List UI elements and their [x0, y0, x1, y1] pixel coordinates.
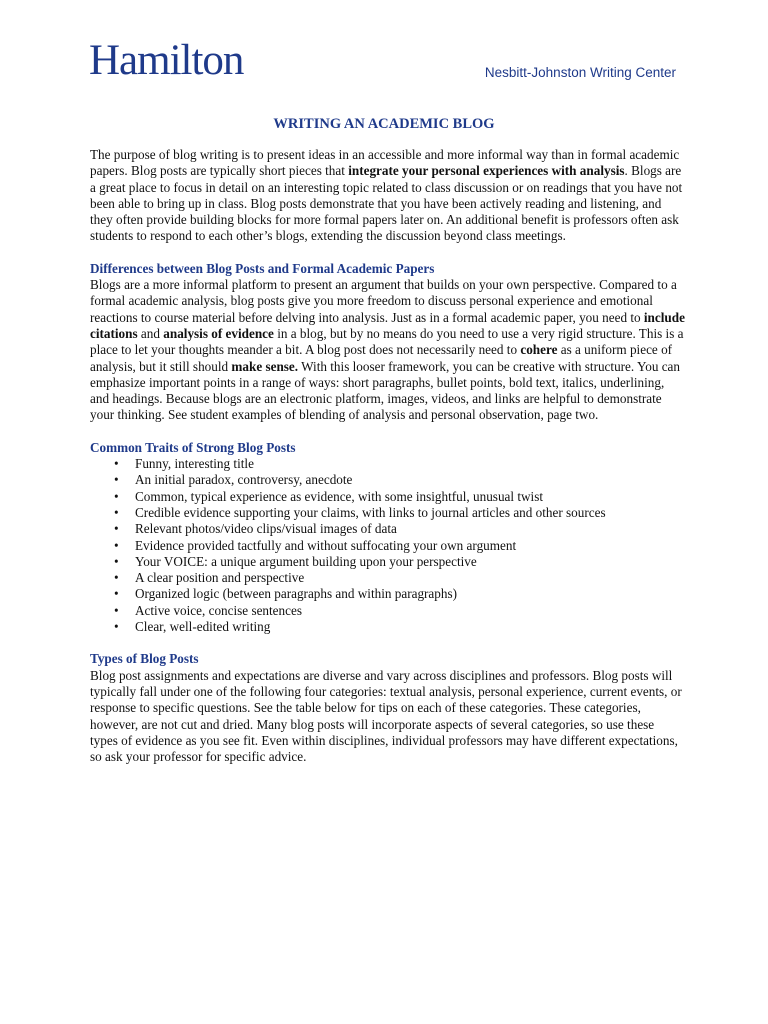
traits-heading: Common Traits of Strong Blog Posts	[90, 439, 296, 455]
differences-paragraph: Blogs are a more informal platform to present an argument that builds on your own perspective. Compared to a formal academic analysis, blog posts give you more freedom to discuss personal experience and emotional reactions to course material before delving into analysis. Just as in a formal academic paper, you need to include citations and analysis of evidence in a blog, but by no means do you need to use a very rigid structure. This is a place to let your thoughts meander a bit. A blog post does not necessarily need to cohere as a uniform piece of analysis, but it still should make sense. With this looser framework, you can be creative with structure. You can emphasize important points in a range of ways: short paragraphs, bullet points, bold text, italics, underlining, and headings. Because blogs are an electronic platform, images, videos, and links are helpful to demonstrate your thinking. See student examples of blending of analysis and personal observation, page two.	[90, 277, 685, 423]
bullet-icon: •	[114, 570, 119, 586]
emphasis-make-sense: make sense.	[231, 358, 299, 374]
traits-list	[90, 456, 685, 635]
document-body	[90, 147, 685, 765]
bullet-icon: •	[114, 602, 119, 618]
list-item: • Funny, interesting title	[114, 456, 254, 472]
hamilton-logo: Hamilton	[89, 37, 244, 84]
types-paragraph: Blog post assignments and expectations are diverse and vary across disciplines and professors. Blog posts will typically fall under one of the following four categories: textual analysis, personal experience, current events, or response to specific questions. See the table below for tips on each of these categories. These categories, however, are not cut and dried. Many blog posts will incorporate aspects of several categories, so use these types of evidence as you see fit. Even within disciplines, individual professors may have different expectations, so ask your professor for specific advice.	[90, 667, 682, 765]
bullet-icon: •	[114, 472, 119, 488]
list-item: • Your VOICE: a unique argument building upon your perspective	[114, 553, 477, 569]
emphasis-cohere: cohere	[520, 342, 558, 358]
bullet-icon: •	[114, 537, 119, 553]
document-title: WRITING AN ACADEMIC BLOG	[273, 116, 495, 132]
differences-heading: Differences between Blog Posts and Formal Academic Papers	[90, 260, 435, 276]
bullet-icon: •	[114, 586, 119, 602]
types-heading: Types of Blog Posts	[90, 651, 199, 667]
intro-paragraph: The purpose of blog writing is to present ideas in an accessible and more informal way than in formal academic papers. Blog posts are typically short pieces that integrate your personal experiences with analysis. Blogs are a great place to focus in detail on an interesting topic related to class discussion or on readings that you have not been able to bring up in class. Blog posts demonstrate that you have been actively reading and listening, and they often provide building blocks for more formal papers later on. An additional benefit is professors often ask students to respond to each other’s blogs, extending the discussion beyond class meetings.	[90, 147, 683, 244]
writing-center-name: Nesbitt-Johnston Writing Center	[484, 65, 676, 80]
list-item: • Clear, well-edited writing	[114, 619, 271, 635]
list-item: • Organized logic (between paragraphs and within paragraphs)	[114, 586, 457, 602]
bullet-icon: •	[114, 521, 119, 537]
emphasis-citations: include citations	[90, 309, 685, 341]
list-item: • A clear position and perspective	[114, 570, 305, 586]
bullet-icon: •	[114, 456, 119, 472]
bullet-icon: •	[114, 619, 119, 635]
list-item: • Evidence provided tactfully and without suffocating your own argument	[114, 537, 517, 553]
list-item: • Relevant photos/video clips/visual images of data	[114, 521, 397, 537]
emphasis-analysis: analysis of evidence	[163, 325, 274, 341]
list-item: • Active voice, concise sentences	[114, 602, 302, 618]
list-item: • Credible evidence supporting your claims, with links to journal articles and other sources	[114, 504, 606, 520]
emphasis-integrate: integrate your personal experiences with analysis	[348, 163, 625, 179]
bullet-icon: •	[114, 504, 119, 520]
bullet-icon: •	[114, 488, 119, 504]
list-item: • Common, typical experience as evidence, with some insightful, unusual twist	[114, 488, 543, 504]
list-item: • An initial paradox, controversy, anecdote	[114, 472, 353, 488]
bullet-icon: •	[114, 553, 119, 569]
